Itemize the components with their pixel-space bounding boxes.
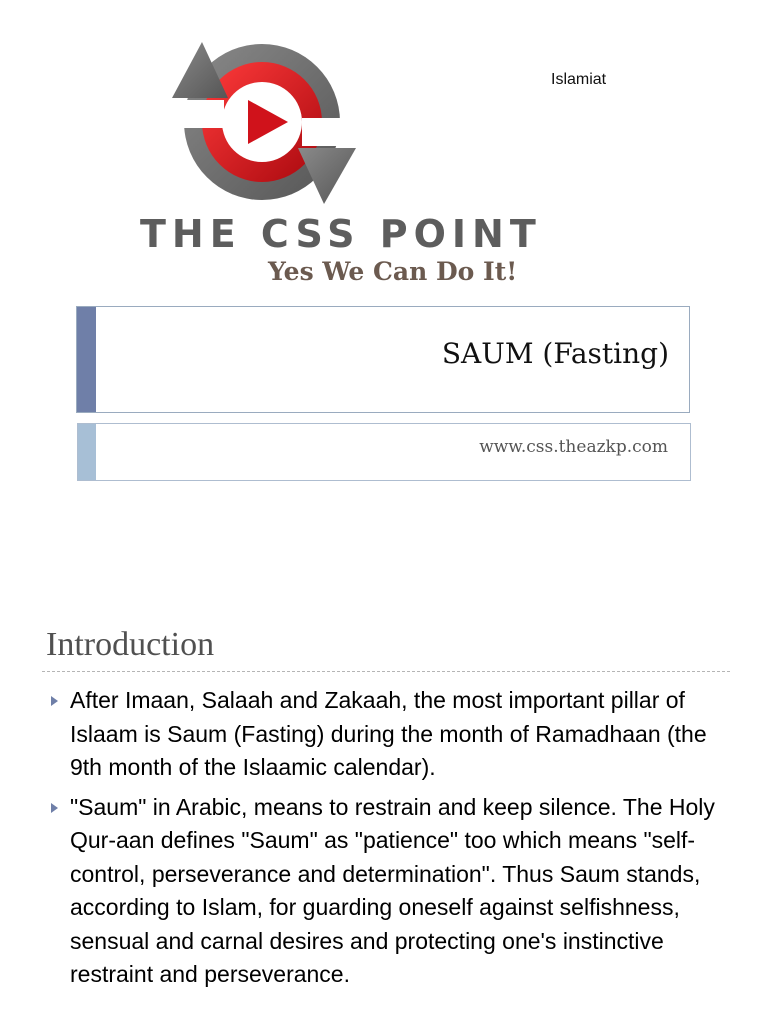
subject-label: Islamiat xyxy=(551,71,607,88)
bullet-text: After Imaan, Salaah and Zakaah, the most important pillar of Islaam is Saum (Fasting) during the month of Ramadhaan (the 9th month of the Islaamic calendar). xyxy=(70,687,707,780)
list-item xyxy=(46,684,736,785)
title-accent-bar xyxy=(77,307,96,412)
website-url: www.css.theazkp.com xyxy=(479,437,668,457)
triangle-bullet-icon xyxy=(51,803,58,813)
circular-arrows-play-logo-icon xyxy=(166,36,366,206)
brand-logo xyxy=(140,36,540,296)
title-box xyxy=(76,306,690,413)
brand-name: THE CSS POINT xyxy=(140,212,542,256)
bullet-text: "Saum" in Arabic, means to restrain and keep silence. The Holy Qur-aan defines "Saum" as "patience" too which means "self-control, perseverance and determination". Thus Saum stands, according to Islam, for guarding oneself against selfishness, sensual and carnal desires and protecting one's instinctive restraint and perseverance. xyxy=(70,793,715,987)
list-item xyxy=(46,791,736,992)
url-accent-bar xyxy=(78,424,96,480)
url-box xyxy=(77,423,691,481)
brand-tagline: Yes We Can Do It! xyxy=(268,257,518,286)
page-title: SAUM (Fasting) xyxy=(441,337,669,370)
section-divider xyxy=(42,671,730,672)
bullet-list xyxy=(46,684,736,998)
triangle-bullet-icon xyxy=(51,696,58,706)
section-heading: Introduction xyxy=(46,626,215,663)
